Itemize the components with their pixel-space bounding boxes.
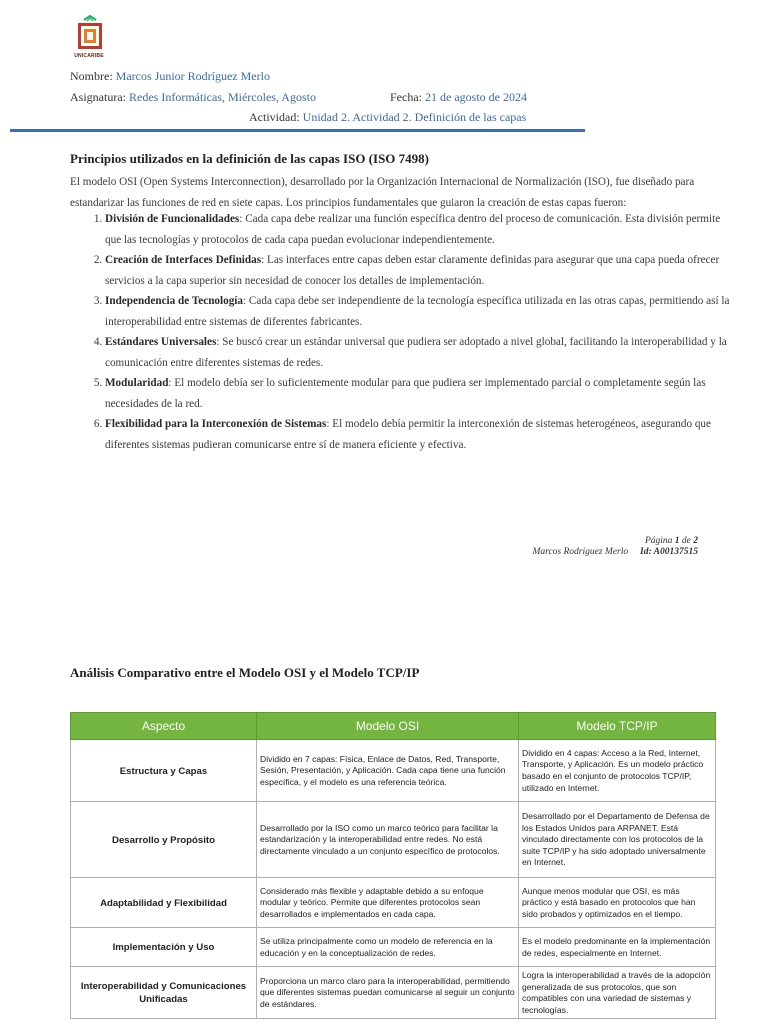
footer-author-line bbox=[532, 547, 698, 557]
pagina-word: Página bbox=[644, 536, 673, 546]
principle-term: Modularidad bbox=[105, 377, 169, 389]
list-item bbox=[105, 250, 730, 291]
principle-term: Flexibilidad para la Interconexión de Sistemas bbox=[105, 418, 327, 430]
column-header: Modelo OSI bbox=[257, 713, 519, 740]
table-row bbox=[71, 967, 716, 1019]
table-row bbox=[71, 928, 716, 967]
activity-line bbox=[249, 110, 526, 124]
section-title-comparison: Análisis Comparativo entre el Modelo OSI y el Modelo TCP/IP bbox=[70, 665, 420, 680]
column-header: Aspecto bbox=[71, 713, 257, 740]
date-line bbox=[390, 90, 527, 104]
osi-cell: Proporciona un marco claro para la interoperabilidad, permitiendo que diferentes sistemas puedan comunicarse al seguir un conjunto de estándares. bbox=[257, 967, 519, 1019]
osi-cell: Dividido en 7 capas: Física, Enlace de Datos, Red, Transporte, Sesión, Presentación, y Aplicación. Cada capa tiene una función específica, y el modelo es una referencia teórica. bbox=[257, 740, 519, 802]
principle-text: : Cada capa debe realizar una función específica dentro del proceso de comunicación. Esta división permite que las tecnologías y protocolos de cada capa puedan evolucionar independientemente. bbox=[105, 213, 721, 246]
comparison-table bbox=[70, 712, 716, 1019]
list-item bbox=[105, 291, 730, 332]
intro-paragraph: El modelo OSI (Open Systems Interconnection), desarrollado por la Organización Internacional de Normalización (ISO), fue diseñado para estandarizar las funciones de red en siete capas. Los principios fundamentales que guiaron la creación de estas capas fueron: bbox=[70, 176, 695, 209]
page-number bbox=[645, 536, 698, 546]
osi-cell: Se utiliza principalmente como un modelo de referencia en la educación y en la conceptualización de redes. bbox=[257, 928, 519, 967]
tcpip-cell: Es el modelo predominante en la implementación de redes, especialmente en Internet. bbox=[519, 928, 716, 967]
principle-term: Estándares Universales bbox=[105, 336, 217, 348]
asignatura-value: Redes Informáticas, Miércoles, Agosto bbox=[129, 90, 316, 104]
principle-text: : Las interfaces entre capas deben estar claramente definidas para asegurar que una capa pueda ofrecer servicios a la capa superior sin necesidad de conocer los detalles de implementación. bbox=[105, 254, 720, 287]
principle-term: División de Funcionalidades bbox=[105, 213, 240, 225]
osi-cell: Considerado más flexible y adaptable debido a su enfoque modular y teórico. Permite que diferentes protocolos sean desarrollados e implementados en cada capa. bbox=[257, 878, 519, 928]
principles-list bbox=[70, 209, 730, 455]
table-row bbox=[71, 740, 716, 802]
list-item bbox=[105, 332, 730, 373]
student-name-line bbox=[70, 69, 270, 83]
page-current: 1 bbox=[674, 536, 680, 546]
table-row bbox=[71, 802, 716, 878]
asignatura-label: Asignatura: bbox=[70, 90, 126, 104]
aspect-cell: Interoperabilidad y Comunicaciones Unificadas bbox=[71, 967, 257, 1019]
fecha-value: 21 de agosto de 2024 bbox=[425, 90, 527, 104]
actividad-value: Unidad 2. Actividad 2. Definición de las capas bbox=[302, 110, 527, 124]
fecha-label: Fecha: bbox=[390, 90, 422, 104]
principle-text: : El modelo debía ser lo suficientemente modular para que pudiera ser implementado parcial o completamente según las necesidades de la red. bbox=[105, 377, 706, 410]
principle-term: Independencia de Tecnología bbox=[105, 295, 244, 307]
footer-author: Marcos Rodríguez Merlo bbox=[532, 547, 629, 557]
principle-text: : El modelo debía permitir la interconexión de sistemas heterogéneos, asegurando que diferentes sistemas pudieran comunicarse entre sí de manera eficiente y efectiva. bbox=[105, 418, 711, 451]
principle-text: : Cada capa debe ser independiente de la tecnología específica utilizada en las otras capas, permitiendo así la interoperabilidad entre sistemas de diferentes fabricantes. bbox=[105, 295, 730, 328]
table-row bbox=[71, 878, 716, 928]
footer-id: Id: A00137515 bbox=[640, 547, 698, 557]
tcpip-cell: Aunque menos modular que OSI, es más práctico y está basado en protocolos que han sido probados y optimizados en el tiempo. bbox=[519, 878, 716, 928]
aspect-cell: Desarrollo y Propósito bbox=[71, 802, 257, 878]
header-divider bbox=[10, 129, 585, 132]
aspect-cell: Estructura y Capas bbox=[71, 740, 257, 802]
nombre-value: Marcos Junior Rodríguez Merlo bbox=[115, 69, 270, 83]
tcpip-cell: Dividido en 4 capas: Acceso a la Red, Internet, Transporte, y Aplicación. Es un modelo práctico basado en el conjunto de protocolos TCP/IP, utilizado en Internet. bbox=[519, 740, 716, 802]
tcpip-cell: Logra la interoperabilidad a través de la adopción generalizada de sus protocolos, que son compatibles con una variedad de sistemas y tecnologías. bbox=[519, 967, 716, 1019]
de-word: de bbox=[681, 536, 691, 546]
page-total: 2 bbox=[693, 536, 698, 546]
nombre-label: Nombre: bbox=[70, 69, 113, 83]
principle-term: Creación de Interfaces Definidas bbox=[105, 254, 262, 266]
osi-cell: Desarrollado por la ISO como un marco teórico para facilitar la estandarización y la interoperabilidad entre redes. No está directamente vinculado a un conjunto específico de protocolos. bbox=[257, 802, 519, 878]
list-item bbox=[105, 373, 730, 414]
list-item bbox=[105, 414, 730, 455]
logo-wordmark: UNICARIBE bbox=[74, 53, 104, 59]
aspect-cell: Implementación y Uso bbox=[71, 928, 257, 967]
principle-text: : Se buscó crear un estándar universal que pudiera ser adoptado a nivel global, facilitando la interoperabilidad y la comunicación entre diferentes sistemas de redes. bbox=[105, 336, 727, 369]
column-header: Modelo TCP/IP bbox=[519, 713, 716, 740]
subject-line bbox=[70, 90, 316, 104]
tcpip-cell: Desarrollado por el Departamento de Defensa de los Estados Unidos para ARPANET. Está vinculado directamente con los protocolos de la suite TCP/IP y ha sido adoptado universalmente en Internet. bbox=[519, 802, 716, 878]
table-header-row bbox=[71, 713, 716, 740]
actividad-label: Actividad: bbox=[249, 110, 300, 124]
section-title-principles: Principios utilizados en la definición de las capas ISO (ISO 7498) bbox=[70, 151, 429, 166]
aspect-cell: Adaptabilidad y Flexibilidad bbox=[71, 878, 257, 928]
list-item bbox=[105, 209, 730, 250]
